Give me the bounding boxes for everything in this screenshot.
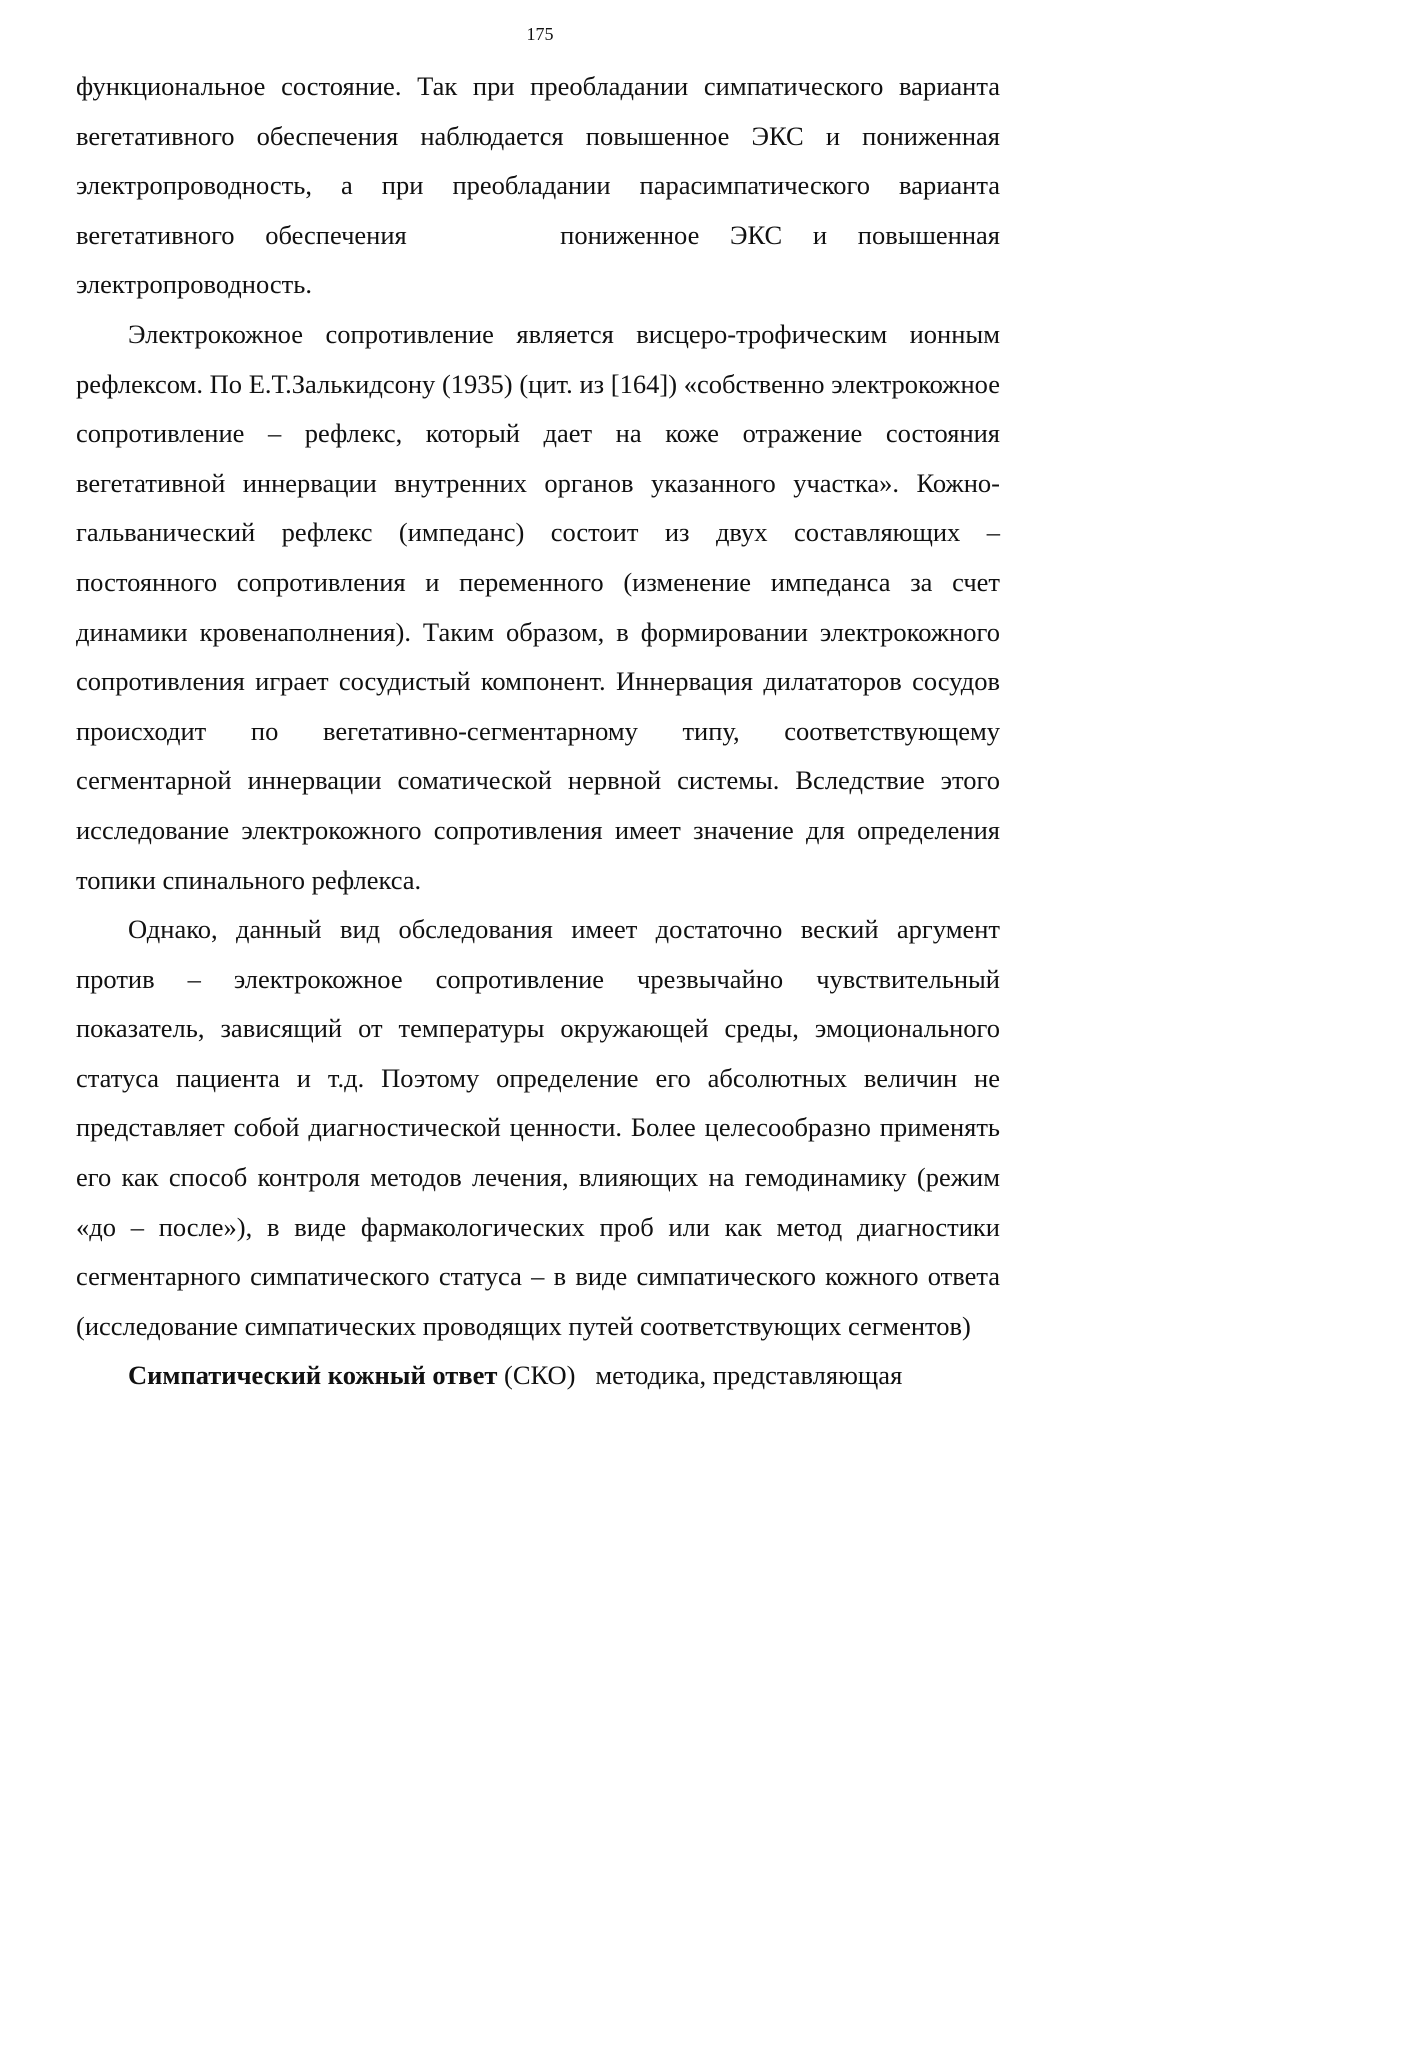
paragraph-1: функциональное состояние. Так при преобладании симпатического варианта вегетативного обеспечения наблюдается повышенное ЭКС и пониженная электропроводность, а при преобладании парасимпатического варианта вегетативного обеспечения пониженное ЭКС и повышенная электропроводность. xyxy=(76,71,1000,300)
paragraph-2: Электрокожное сопротивление является висцеро-трофическим ионным рефлексом. По Е.Т.Залькидсону (1935) (цит. из [164]) «собственно электрокожное сопротивление – рефлекс, который дает на коже отражение состояния вегетативной иннервации внутренних органов указанного участка». Кожно-гальванический рефлекс (импеданс) состоит из двух составляющих – постоянного сопротивления и переменного (изменение импеданса за счет динамики кровенаполнения). Таким образом, в формировании электрокожного сопротивления играет сосудистый компонент. Иннервация дилататоров сосудов происходит по вегетативно-сегментарному типу, соответствующему сегментарной иннервации соматической нервной системы. Вследствие этого исследование электрокожного сопротивления имеет значение для определения топики спинального рефлекса. xyxy=(76,318,1000,895)
term-bold: Симпатический кожный ответ xyxy=(128,1360,498,1391)
paragraph-3: Однако, данный вид обследования имеет достаточно веский аргумент против – электрокожное сопротивление чрезвычайно чувствительный показатель, зависящий от температуры окружающей среды, эмоционального статуса пациента и т.д. Поэтому определение его абсолютных величин не представляет собой диагностической ценности. Более целесообразно применять его как способ контроля методов лечения, влияющих на гемодинамику (режим «до – после»), в виде фармакологических проб или как метод диагностики сегментарного симпатического статуса – в виде симпатического кожного ответа (исследование симпатических проводящих путей соответствующих сегментов) xyxy=(76,914,1000,1341)
paragraph-4-text: (СКО) методика, представляющая xyxy=(497,1360,903,1391)
paragraph-4 xyxy=(76,1351,1000,1401)
page-number: 175 xyxy=(526,24,554,44)
document-body xyxy=(76,62,1000,1401)
